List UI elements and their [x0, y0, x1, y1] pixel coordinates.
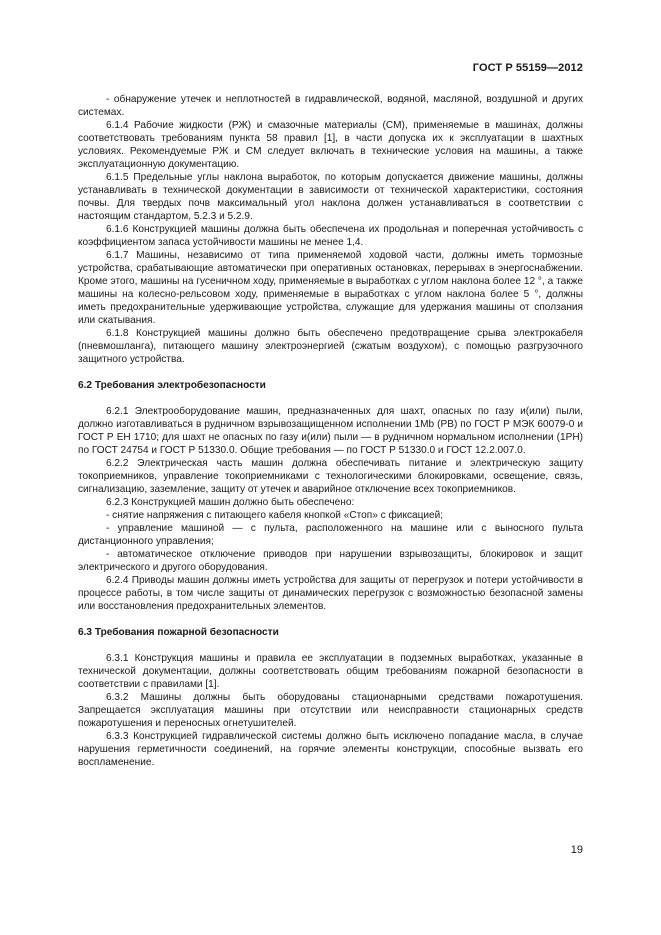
paragraph: - обнаружение утечек и неплотностей в гидравлической, водяной, масляной, воздушной и других системах.: [78, 94, 583, 118]
paragraph: 6.1.4 Рабочие жидкости (РЖ) и смазочные материалы (СМ), применяемые в машинах, должны соответствовать требованиям пункта 58 правил [1], в части допуска их к эксплуатации в шахтных условиях. Рекомендуемые РЖ и СМ следует включать в технические условия на машины, а также эксплуатационную документацию.: [78, 120, 583, 170]
section-heading: 6.2 Требования электробезопасности: [78, 380, 266, 391]
paragraph: 6.1.5 Предельные углы наклона выработок, по которым допускается движение машины, должны устанавливать в технической документации в зависимости от технической характеристики, состояния почвы. Для твердых почв максимальный угол наклона должен устанавливаться в соответствии с настоящим стандартом, 5.2.3 и 5.2.9.: [78, 172, 583, 222]
standard-id: ГОСТ Р 55159—2012: [472, 62, 583, 74]
page-number: 19: [570, 844, 583, 856]
paragraph: 6.3.3 Конструкцией гидравлической системы должно быть исключено попадание масла, в случае нарушения герметичности соединений, на горячие элементы конструкции, способные вызвать его воспламенение.: [78, 731, 583, 768]
list-item: - снятие напряжения с питающего кабеля кнопкой «Стоп» с фиксацией;: [106, 510, 444, 521]
paragraph: 6.2.2 Электрическая часть машин должна обеспечивать питание и электрическую защиту токоприемников, управление токоприемниками с технологическими блокировками, освещение, связь, сигнализацию, заземление, защиту от утечек и аварийное отключение всех токоприемников.: [78, 458, 583, 495]
paragraph: 6.2.1 Электрооборудование машин, предназначенных для шахт, опасных по газу и(или) пыли, должно изготавливаться в рудничном взрывозащищенном исполнении 1Mb (РВ) по ГОСТ Р МЭК 60079-0 и ГОСТ Р ЕН 1710; для шахт не опасных по газу и(или) пыли — в рудничном нормальном исполнении (1РН) по ГОСТ 24754 и ГОСТ Р 51330.0. Общие требования — по ГОСТ Р 51330.0 и ГОСТ 12.2.007.0.: [78, 406, 583, 456]
paragraph: 6.1.8 Конструкцией машины должно быть обеспечено предотвращение срыва электрокабеля (пневмошланга), питающего машину электроэнергией (сжатым воздухом), с помощью разгрузочного защитного устройства.: [78, 328, 583, 365]
section-heading: 6.3 Требования пожарной безопасности: [78, 627, 279, 638]
document-body: [78, 93, 583, 769]
paragraph: 6.1.7 Машины, независимо от типа применяемой ходовой части, должны иметь тормозные устройства, срабатывающие автоматически при оперативных остановках, перерывах в энергоснабжении. Кроме этого, машины на гусеничном ходу, применяемые в выработках с углом наклона более 12 °, а также машины на колесно-рельсовом ходу, применяемые в выработках с углом наклона более 5 °, должны иметь предохранительные удерживающие устройства, служащие для удержания машины от сползания или скатывания.: [78, 250, 583, 326]
paragraph: 6.3.2 Машины должны быть оборудованы стационарными средствами пожаротушения. Запрещается эксплуатация машины при отсутствии или неисправности стационарных средств пожаротушения и переносных огнетушителей.: [78, 692, 583, 729]
list-item: - управление машиной — с пульта, расположенного на машине или с выносного пульта дистанционного управления;: [78, 523, 583, 547]
paragraph: 6.2.3 Конструкцией машин должно быть обеспечено:: [106, 497, 355, 508]
paragraph: 6.1.6 Конструкцией машины должна быть обеспечена их продольная и поперечная устойчивость с коэффициентом запаса устойчивости машины не менее 1,4.: [78, 224, 583, 248]
paragraph: 6.3.1 Конструкция машины и правила ее эксплуатации в подземных выработках, указанные в технической документации, должны соответствовать общим требованиям пожарной безопасности в соответствии с правилами [1].: [78, 653, 583, 690]
list-item: - автоматическое отключение приводов при нарушении взрывозащиты, блокировок и защит электрического и другого оборудования.: [78, 549, 583, 573]
paragraph: 6.2.4 Приводы машин должны иметь устройства для защиты от перегрузок и потери устойчивости в процессе работы, в том числе защиты от динамических перегрузок с возможностью безопасной замены или восстановления предохранительных элементов.: [78, 575, 583, 612]
